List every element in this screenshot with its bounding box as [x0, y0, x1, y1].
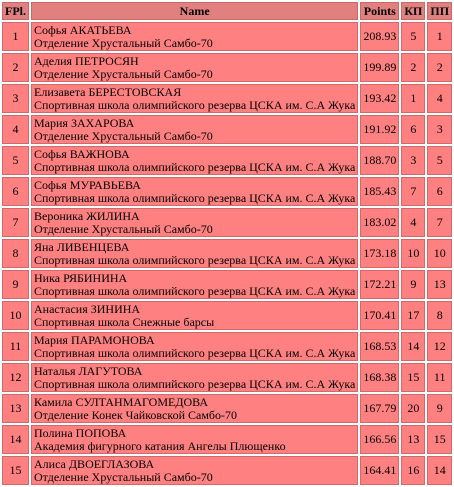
- row-pp: 10: [427, 239, 452, 268]
- row-pp: 7: [427, 208, 452, 237]
- athlete-club: Отделение Хрустальный Самбо-70: [34, 66, 213, 81]
- table-row: [2, 456, 452, 485]
- row-points: 208.93: [360, 22, 399, 51]
- header-kp: КП: [401, 2, 425, 20]
- row-place: 15: [2, 456, 29, 485]
- results-body: [2, 22, 452, 485]
- athlete-club: Академия фигурного катания Ангелы Плющенко: [34, 438, 286, 453]
- row-name-cell: [31, 363, 358, 392]
- header-row: [2, 2, 452, 20]
- athlete-club: Спортивная школа олимпийского резерва ЦСКА им. С.А Жука: [34, 252, 356, 267]
- table-row: [2, 332, 452, 361]
- table-row: [2, 115, 452, 144]
- row-pp: 9: [427, 394, 452, 423]
- table-row: [2, 22, 452, 51]
- athlete-club: Спортивная школа олимпийского резерва ЦСКА им. С.А Жука: [34, 97, 356, 112]
- row-kp: 14: [401, 332, 425, 361]
- athlete-name: Ника РЯБИНИНА: [34, 270, 128, 285]
- athlete-name: Яна ЛИВЕНЦЕВА: [34, 239, 130, 254]
- athlete-club: Спортивная школа олимпийского резерва ЦСКА им. С.А Жука: [34, 159, 356, 174]
- row-points: 168.53: [360, 332, 399, 361]
- row-kp: 3: [401, 146, 425, 175]
- athlete-name: Софья ВАЖНОВА: [34, 146, 130, 161]
- row-place: 6: [2, 177, 29, 206]
- row-place: 12: [2, 363, 29, 392]
- row-pp: 6: [427, 177, 452, 206]
- row-place: 5: [2, 146, 29, 175]
- row-place: 8: [2, 239, 29, 268]
- row-kp: 17: [401, 301, 425, 330]
- row-points: 172.21: [360, 270, 399, 299]
- row-pp: 2: [427, 53, 452, 82]
- row-kp: 6: [401, 115, 425, 144]
- row-kp: 5: [401, 22, 425, 51]
- athlete-club: Отделение Хрустальный Самбо-70: [34, 469, 213, 484]
- athlete-name: Аделия ПЕТРОСЯН: [34, 53, 139, 68]
- row-points: 191.92: [360, 115, 399, 144]
- athlete-name: Мария ЗАХАРОВА: [34, 115, 135, 130]
- row-points: 173.18: [360, 239, 399, 268]
- header-place: FPl.: [2, 2, 29, 20]
- row-kp: 4: [401, 208, 425, 237]
- row-kp: 13: [401, 425, 425, 454]
- row-points: 188.70: [360, 146, 399, 175]
- row-place: 14: [2, 425, 29, 454]
- row-kp: 15: [401, 363, 425, 392]
- table-row: [2, 363, 452, 392]
- row-pp: 8: [427, 301, 452, 330]
- row-name-cell: [31, 425, 358, 454]
- table-row: [2, 270, 452, 299]
- row-name-cell: [31, 208, 358, 237]
- row-kp: 16: [401, 456, 425, 485]
- table-row: [2, 301, 452, 330]
- row-kp: 9: [401, 270, 425, 299]
- row-points: 164.41: [360, 456, 399, 485]
- row-name-cell: [31, 115, 358, 144]
- row-pp: 13: [427, 270, 452, 299]
- row-points: 167.79: [360, 394, 399, 423]
- row-name-cell: [31, 394, 358, 423]
- row-points: 193.42: [360, 84, 399, 113]
- table-row: [2, 84, 452, 113]
- row-place: 7: [2, 208, 29, 237]
- athlete-name: Софья АКАТЬЕВА: [34, 22, 132, 37]
- header-name: Name: [31, 2, 358, 20]
- row-name-cell: [31, 301, 358, 330]
- row-points: 183.02: [360, 208, 399, 237]
- row-pp: 15: [427, 425, 452, 454]
- row-points: 199.89: [360, 53, 399, 82]
- row-points: 170.41: [360, 301, 399, 330]
- athlete-club: Спортивная школа олимпийского резерва ЦСКА им. С.А Жука: [34, 345, 356, 360]
- table-row: [2, 53, 452, 82]
- row-pp: 1: [427, 22, 452, 51]
- athlete-name: Полина ПОПОВА: [34, 425, 127, 440]
- row-pp: 5: [427, 146, 452, 175]
- row-points: 166.56: [360, 425, 399, 454]
- athlete-name: Мария ПАРАМОНОВА: [34, 332, 155, 347]
- row-points: 168.38: [360, 363, 399, 392]
- row-place: 1: [2, 22, 29, 51]
- row-name-cell: [31, 332, 358, 361]
- row-place: 13: [2, 394, 29, 423]
- header-pp: ПП: [427, 2, 452, 20]
- row-kp: 7: [401, 177, 425, 206]
- athlete-name: Камила СУЛТАНМАГОМЕДОВА: [34, 394, 209, 409]
- row-place: 10: [2, 301, 29, 330]
- row-name-cell: [31, 239, 358, 268]
- row-name-cell: [31, 146, 358, 175]
- row-pp: 12: [427, 332, 452, 361]
- row-place: 9: [2, 270, 29, 299]
- row-name-cell: [31, 22, 358, 51]
- table-row: [2, 177, 452, 206]
- athlete-club: Отделение Конек Чайковской Самбо-70: [34, 407, 238, 422]
- row-place: 4: [2, 115, 29, 144]
- row-place: 3: [2, 84, 29, 113]
- row-place: 11: [2, 332, 29, 361]
- row-kp: 20: [401, 394, 425, 423]
- athlete-name: Наталья ЛАГУТОВА: [34, 363, 143, 378]
- row-pp: 14: [427, 456, 452, 485]
- row-name-cell: [31, 84, 358, 113]
- athlete-club: Спортивная школа олимпийского резерва ЦСКА им. С.А Жука: [34, 283, 356, 298]
- row-name-cell: [31, 456, 358, 485]
- row-kp: 1: [401, 84, 425, 113]
- table-row: [2, 394, 452, 423]
- athlete-club: Отделение Хрустальный Самбо-70: [34, 128, 213, 143]
- athlete-club: Спортивная школа олимпийского резерва ЦСКА им. С.А Жука: [34, 376, 356, 391]
- athlete-name: Вероника ЖИЛИНА: [34, 208, 140, 223]
- table-row: [2, 146, 452, 175]
- row-name-cell: [31, 177, 358, 206]
- table-row: [2, 425, 452, 454]
- athlete-club: Отделение Хрустальный Самбо-70: [34, 35, 213, 50]
- row-points: 185.43: [360, 177, 399, 206]
- header-points: Points: [360, 2, 399, 20]
- athlete-name: Алиса ДВОЕГЛАЗОВА: [34, 456, 155, 471]
- athlete-name: Софья МУРАВЬЕВА: [34, 177, 141, 192]
- row-kp: 10: [401, 239, 425, 268]
- athlete-club: Отделение Хрустальный Самбо-70: [34, 221, 213, 236]
- row-name-cell: [31, 53, 358, 82]
- row-place: 2: [2, 53, 29, 82]
- table-row: [2, 208, 452, 237]
- row-pp: 4: [427, 84, 452, 113]
- athlete-name: Елизавета БЕРЕСТОВСКАЯ: [34, 84, 182, 99]
- athlete-club: Спортивная школа Снежные барсы: [34, 314, 215, 329]
- row-pp: 11: [427, 363, 452, 392]
- athlete-name: Анастасия ЗИНИНА: [34, 301, 141, 316]
- row-kp: 2: [401, 53, 425, 82]
- row-pp: 3: [427, 115, 452, 144]
- athlete-club: Спортивная школа олимпийского резерва ЦСКА им. С.А Жука: [34, 190, 356, 205]
- table-row: [2, 239, 452, 268]
- row-name-cell: [31, 270, 358, 299]
